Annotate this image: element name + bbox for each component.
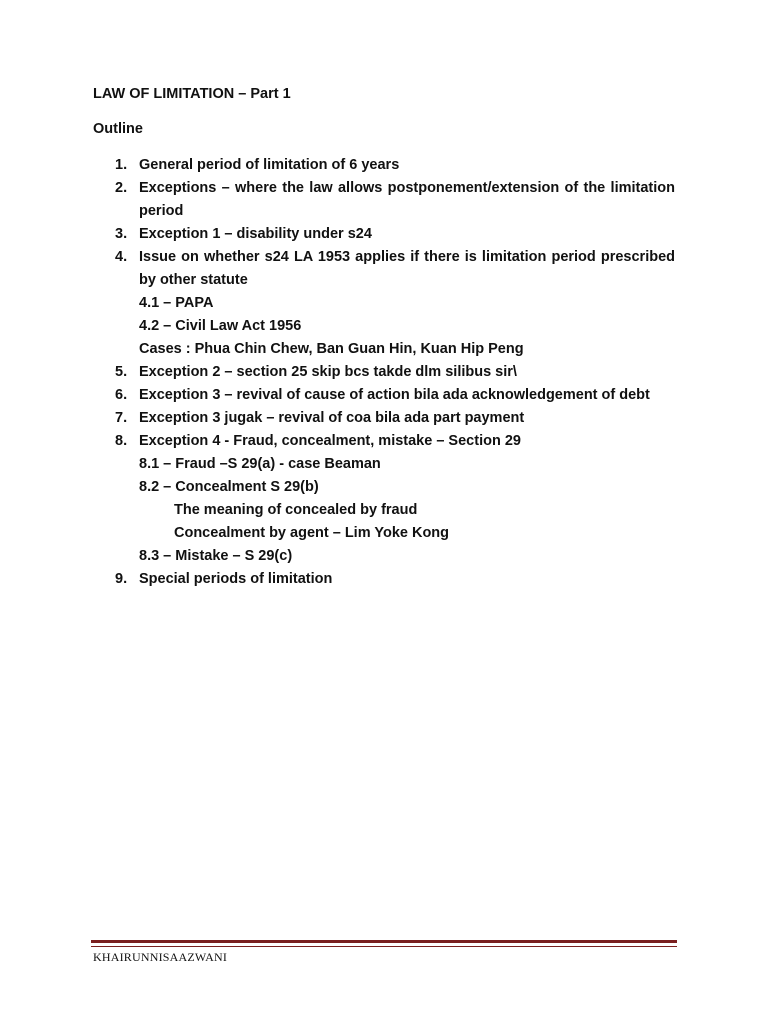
footer-author: KHAIRUNNISAAZWANI — [93, 950, 228, 964]
outline-item-4 — [93, 246, 675, 361]
sub-item: 8.1 – Fraud –S 29(a) - case Beaman — [139, 456, 381, 472]
item-number: 3. — [115, 226, 128, 242]
item-text: Issue on whether s24 LA 1953 applies if there is limitation period prescribed by other statute — [139, 249, 675, 288]
outline-item-1 — [93, 154, 675, 177]
outline-list — [93, 154, 675, 591]
item-number: 7. — [115, 410, 128, 426]
footer-divider-thin — [91, 946, 677, 947]
outline-item-7 — [93, 407, 675, 430]
item-number: 9. — [115, 571, 128, 587]
sub-item: 4.1 – PAPA — [139, 295, 214, 311]
sub-sub-item: Concealment by agent – Lim Yoke Kong — [174, 525, 450, 541]
item-text: Special periods of limitation — [139, 571, 333, 587]
item-text: Exception 1 – disability under s24 — [139, 226, 372, 242]
outline-item-8 — [93, 430, 675, 568]
sub-item: Cases : Phua Chin Chew, Ban Guan Hin, Kuan Hip Peng — [139, 341, 524, 357]
outline-item-6 — [93, 384, 675, 407]
outline-item-5 — [93, 361, 675, 384]
sub-item: 8.3 – Mistake – S 29(c) — [139, 548, 293, 564]
sub-item: 8.2 – Concealment S 29(b) — [139, 479, 319, 495]
footer-divider-thick — [91, 940, 677, 943]
item-number: 2. — [115, 180, 128, 196]
item-text: Exception 4 - Fraud, concealment, mistake – Section 29 — [139, 433, 521, 449]
item-text: Exception 3 jugak – revival of coa bila ada part payment — [139, 410, 525, 426]
document-title: LAW OF LIMITATION – Part 1 — [93, 86, 291, 102]
item-text: Exception 3 – revival of cause of action bila ada acknowledgement of debt — [139, 387, 650, 403]
item-text: Exception 2 – section 25 skip bcs takde dlm silibus sir\ — [139, 364, 517, 380]
sub-sub-item: The meaning of concealed by fraud — [174, 502, 418, 518]
item-text: Exceptions – where the law allows postponement/extension of the limitation period — [139, 180, 675, 219]
item-text: General period of limitation of 6 years — [139, 157, 400, 173]
outline-heading: Outline — [93, 121, 143, 137]
outline-item-2 — [93, 177, 675, 223]
outline-item-9 — [93, 568, 675, 591]
item-number: 1. — [115, 157, 128, 173]
sub-item: 4.2 – Civil Law Act 1956 — [139, 318, 302, 334]
item-number: 6. — [115, 387, 128, 403]
item-number: 4. — [115, 249, 128, 265]
item-number: 5. — [115, 364, 128, 380]
item-number: 8. — [115, 433, 128, 449]
outline-item-3 — [93, 223, 675, 246]
